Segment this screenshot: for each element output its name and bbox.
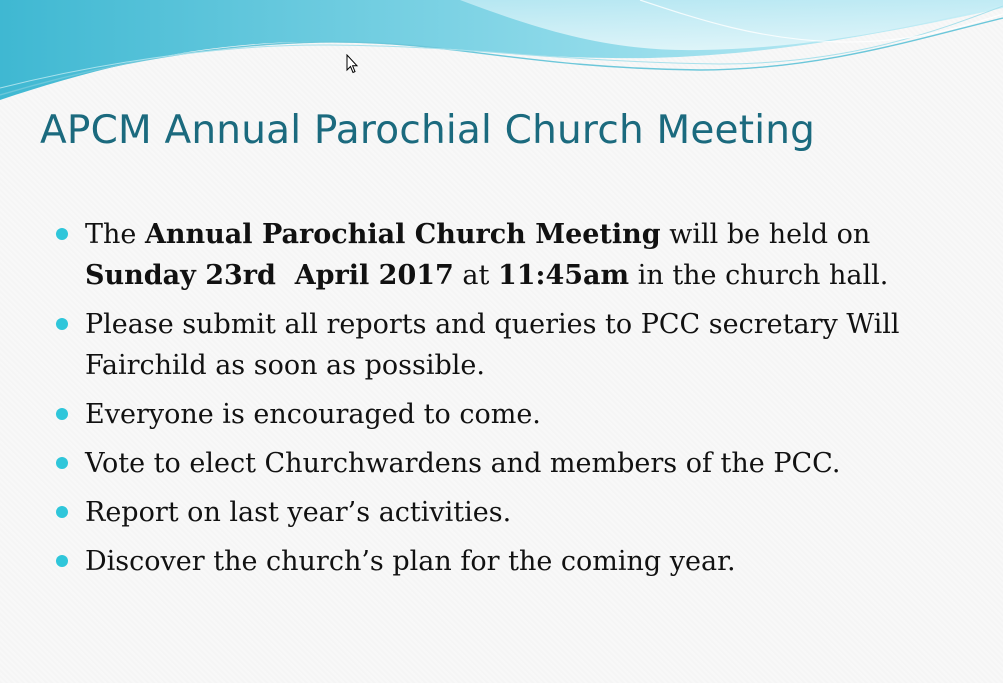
bullet-dot-icon (56, 228, 68, 240)
meeting-time: 11:45am (497, 260, 630, 291)
bullet-text: Please submit all reports and queries to PCC secretary Will Fairchild as soon as possible. (85, 309, 900, 381)
bullet-item-meeting-details (56, 214, 986, 296)
bullet-text: Vote to elect Churchwardens and members of the PCC. (85, 448, 841, 479)
bullet-dot-icon (56, 506, 68, 518)
bullet-item-report (56, 492, 986, 533)
bullet-item-vote (56, 443, 986, 484)
bullet-item-submit-reports (56, 304, 986, 386)
bullet-list (56, 214, 986, 590)
bullet-dot-icon (56, 555, 68, 567)
meeting-date: Sunday 23rd April 2017 (85, 260, 454, 291)
bullet-dot-icon (56, 408, 68, 420)
meeting-name: Annual Parochial Church Meeting (144, 219, 661, 250)
bullet-item-everyone-encouraged (56, 394, 986, 435)
header-wave-decoration (0, 0, 1003, 110)
bullet-text: Report on last year’s activities. (85, 497, 512, 528)
slide-title: APCM Annual Parochial Church Meeting (40, 108, 816, 153)
bullet-text: The Annual Parochial Church Meeting will be held on Sunday 23rd April 2017 at 11:45am in the church hall. (85, 219, 889, 291)
bullet-dot-icon (56, 457, 68, 469)
bullet-dot-icon (56, 318, 68, 330)
arrow-cursor-icon (346, 54, 358, 74)
bullet-text: Discover the church’s plan for the coming year. (85, 546, 736, 577)
bullet-text: Everyone is encouraged to come. (85, 399, 541, 430)
bullet-item-plan (56, 541, 986, 582)
